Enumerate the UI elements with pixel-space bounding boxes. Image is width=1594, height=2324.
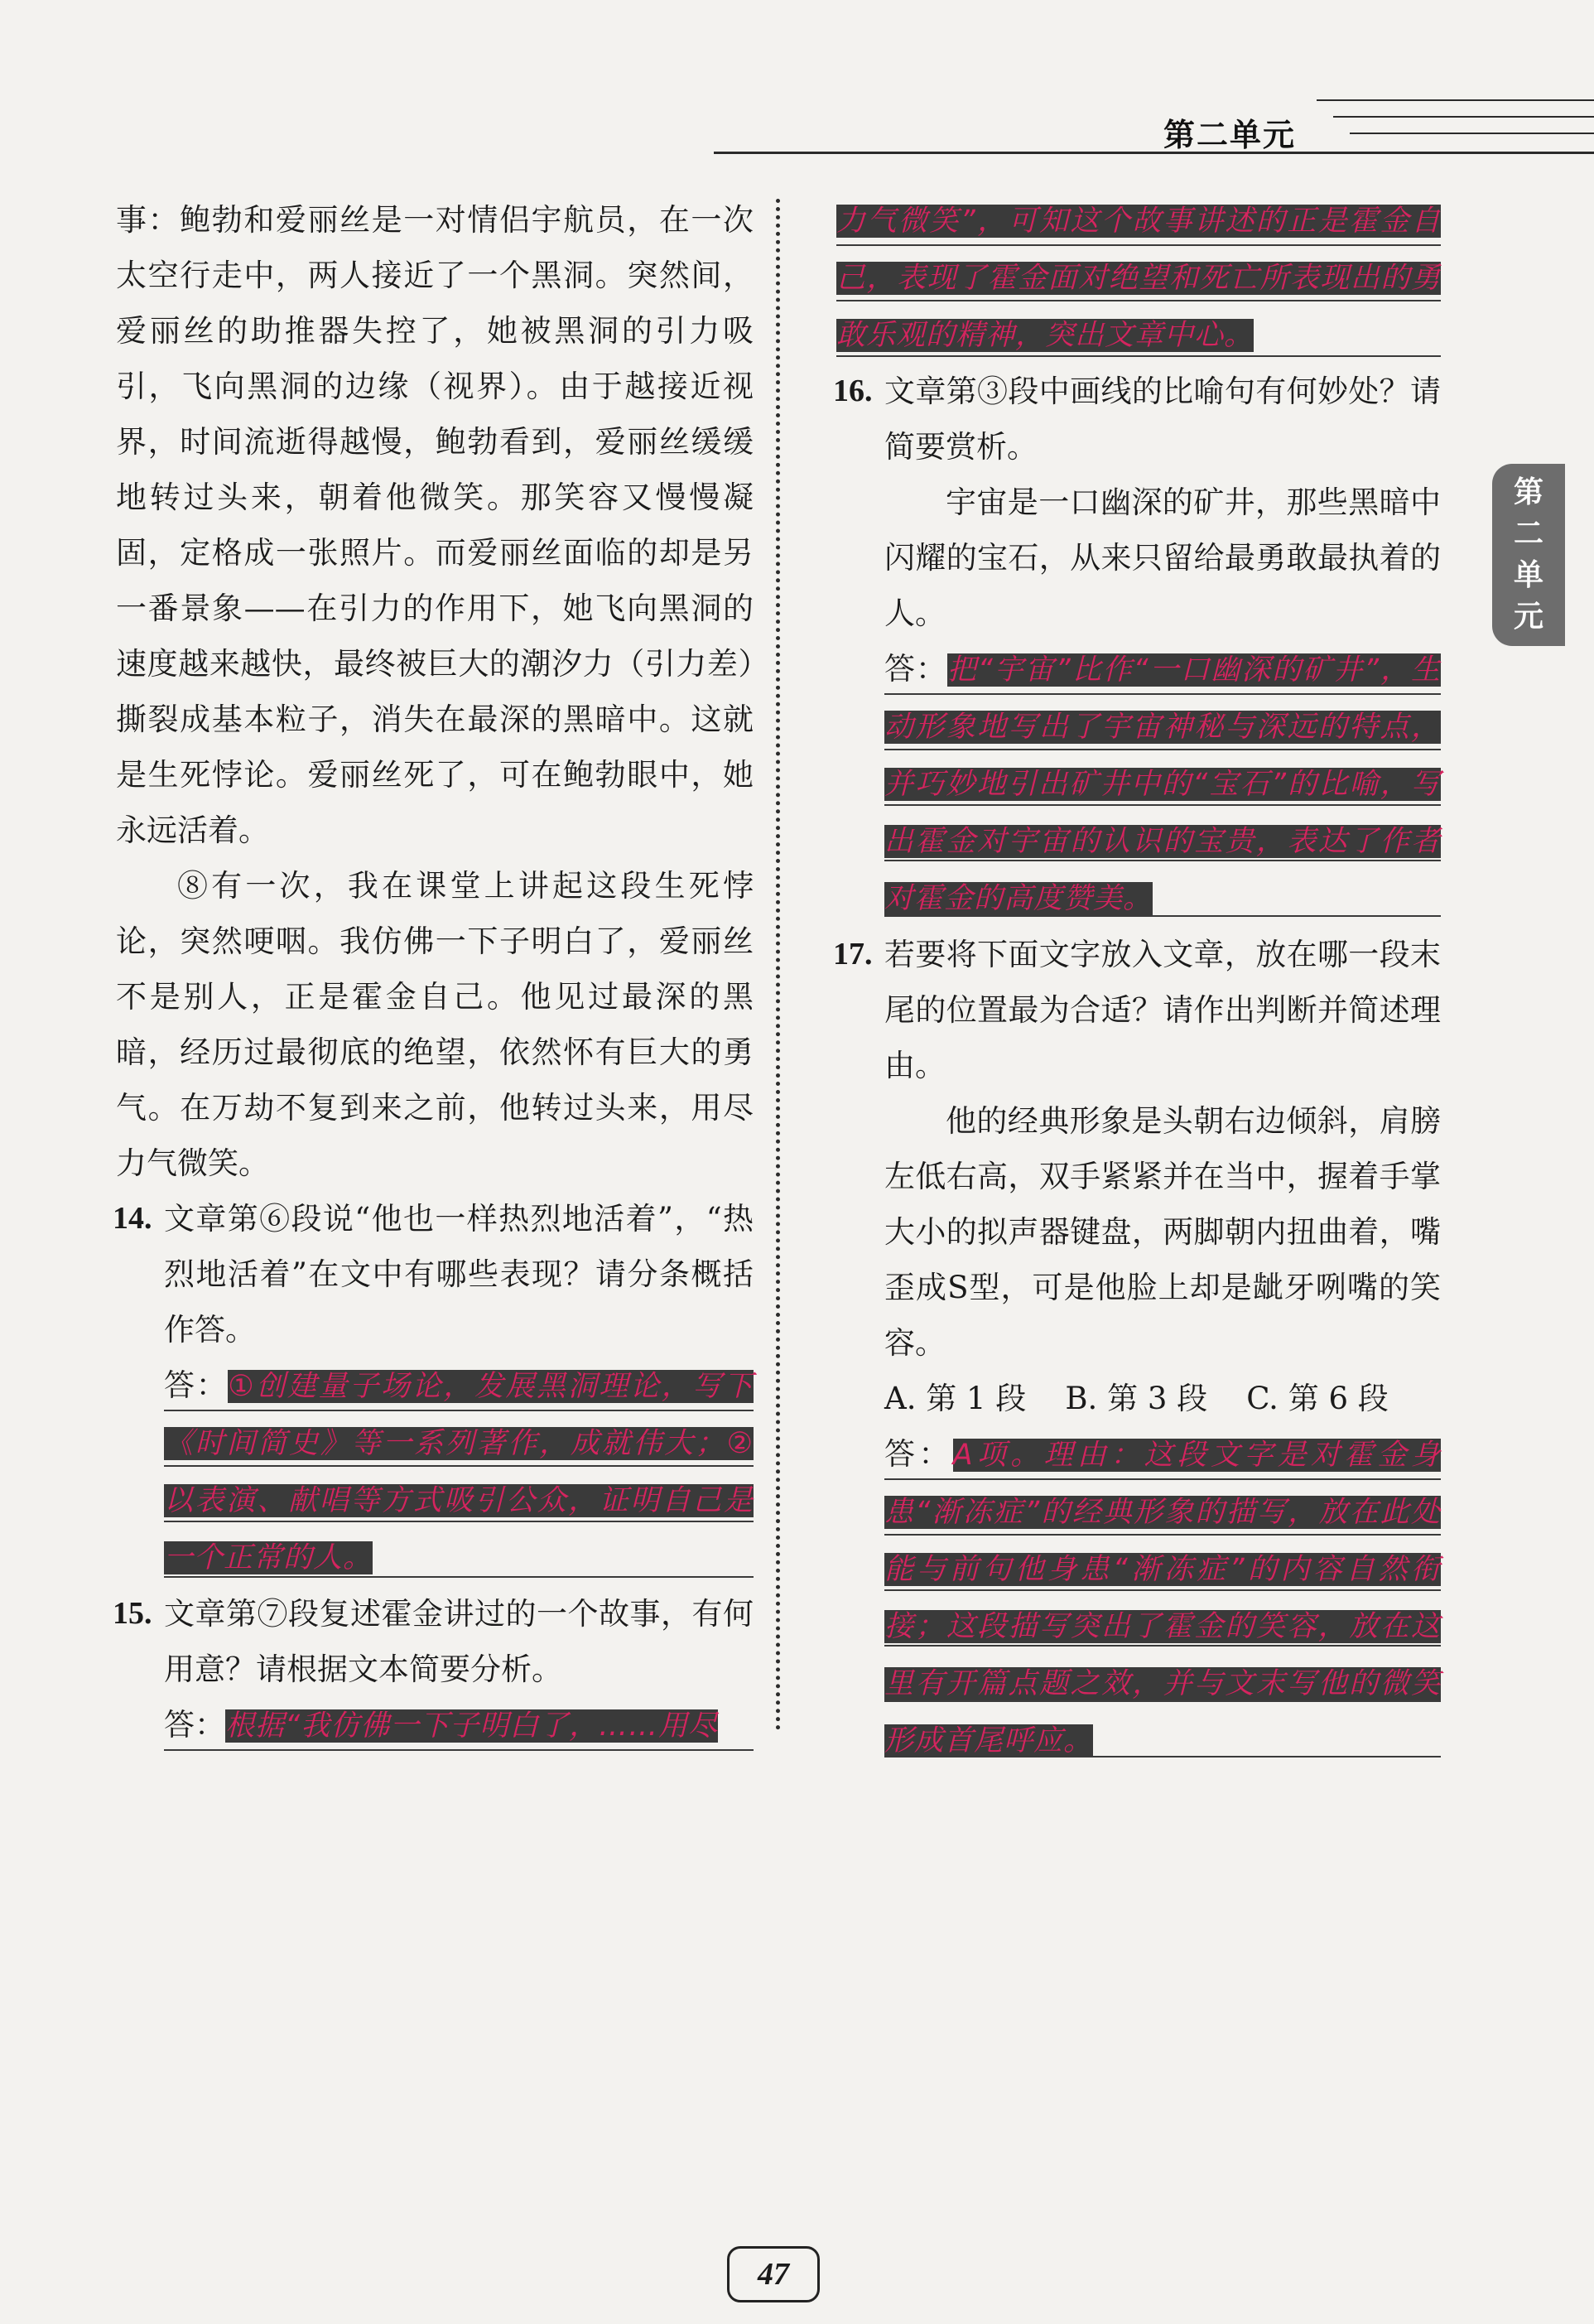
unit-side-tab xyxy=(1492,464,1565,646)
option-b: B. 第 3 段 xyxy=(1065,1381,1208,1416)
question-text: 文章第⑥段说“他也一样热烈地活着”，“热烈地活着”在文中有哪些表现？请分条概括作答。 xyxy=(164,1201,754,1348)
answer-continuation xyxy=(836,192,1441,364)
side-tab-char: 二 xyxy=(1513,517,1543,551)
page-number: 47 xyxy=(727,2246,820,2302)
handwritten-answer: 力气微笑”，可知这个故事讲述的正是霍金自己，表现了霍金面对绝望和死亡所表现出的勇敢乐观的精神，突出文章中心。 xyxy=(836,205,1441,352)
handwritten-answer: ①创建量子场论，发展黑洞理论，写下《时间简史》等一系列著作，成就伟大；②以表演、献唱等方式吸引公众，证明自己是一个正常的人。 xyxy=(164,1370,754,1574)
answer-label: 答： xyxy=(164,1707,225,1743)
column-divider xyxy=(776,199,780,1731)
side-tab-char: 第 xyxy=(1513,475,1543,509)
paragraph-8: ⑧有一次，我在课堂上讲起这段生死悖论，突然哽咽。我仿佛一下子明白了，爱丽丝不是别人，正是霍金自己。他见过最深的黑暗，经历过最彻底的绝望，依然怀有巨大的勇气。在万劫不复到来之前，他转过头来，用尽力气微笑。 xyxy=(116,868,754,1181)
question-text: 文章第③段中画线的比喻句有何妙处？请简要赏析。 xyxy=(884,374,1441,465)
answer-block xyxy=(884,641,1441,927)
answer-label: 答： xyxy=(884,1436,953,1472)
header-rule xyxy=(714,152,1594,154)
story-paragraph: 事：鲍勃和爱丽丝是一对情侣宇航员，在一次太空行走中，两人接近了一个黑洞。突然间，爱丽丝的助推器失控了，她被黑洞的引力吸引，飞向黑洞的边缘（视界）。由于越接近视界，时间流逝得越慢，鲍勃看到，爱丽丝缓缓地转过头来，朝着他微笑。那笑容又慢慢凝固，定格成一张照片。而爱丽丝面临的却是另一番景象——在引力的作用下，她飞向黑洞的速度越来越快，最终被巨大的潮汐力（引力差）撕裂成基本粒子，消失在最深的黑暗中。这就是生死悖论。爱丽丝死了，可在鲍勃眼中，她永远活着。 xyxy=(116,202,754,848)
question-text: 文章第⑦段复述霍金讲过的一个故事，有何用意？请根据文本简要分析。 xyxy=(164,1596,754,1687)
question-16 xyxy=(833,364,1442,927)
quoted-passage: 他的经典形象是头朝右边倾斜，肩膀左低右高，双手紧紧并在当中，握着手掌大小的拟声器键盘，两脚朝内扭曲着，嘴歪成S型，可是他脸上却是龇牙咧嘴的笑容。 xyxy=(884,1103,1441,1361)
handwritten-answer: 把“宇宙”比作“一口幽深的矿井”，生动形象地写出了宇宙神秘与深远的特点，并巧妙地引出矿井中的“宝石”的比喻，写出霍金对宇宙的认识的宝贵，表达了作者对霍金的高度赞美。 xyxy=(884,653,1442,915)
answer-block xyxy=(164,1697,754,1754)
question-number: 15. xyxy=(113,1596,152,1631)
answer-label: 答： xyxy=(884,651,947,687)
handwritten-answer: 根据“我仿佛一下子明白了，……用尽 xyxy=(225,1709,719,1743)
answer-block xyxy=(884,1426,1441,1769)
right-column xyxy=(833,192,1442,1769)
answer-block xyxy=(164,1357,754,1586)
side-tab-char: 元 xyxy=(1513,600,1543,634)
header-rule xyxy=(1317,99,1594,101)
question-17 xyxy=(833,927,1442,1769)
quoted-sentence: 宇宙是一口幽深的矿井，那些黑暗中闪耀的宝石，从来只留给最勇敢最执着的人。 xyxy=(884,485,1441,631)
answer-label: 答： xyxy=(164,1367,229,1403)
option-a: A. 第 1 段 xyxy=(884,1381,1027,1416)
question-number: 17. xyxy=(833,937,873,972)
option-c: C. 第 6 段 xyxy=(1246,1381,1389,1416)
unit-title: 第二单元 xyxy=(1163,117,1297,153)
question-15 xyxy=(113,1586,754,1754)
handwritten-answer: A项。理由：这段文字是对霍金身患“渐冻症”的经典形象的描写，放在此处能与前句他身患“渐冻症”的内容自然衔接；这段描写突出了霍金的笑容，放在这里有开篇点题之效，并与文末写他的微笑形成首尾呼应。 xyxy=(884,1439,1442,1757)
answer-options xyxy=(884,1371,1441,1426)
question-text: 若要将下面文字放入文章，放在哪一段末尾的位置最为合适？请作出判断并简述理由。 xyxy=(884,937,1441,1083)
left-column xyxy=(113,192,754,1754)
question-number: 16. xyxy=(833,374,873,408)
header-rule xyxy=(1333,116,1594,118)
question-14 xyxy=(113,1191,754,1586)
side-tab-char: 单 xyxy=(1513,558,1543,592)
header-rule xyxy=(1350,133,1594,134)
question-number: 14. xyxy=(113,1201,152,1236)
